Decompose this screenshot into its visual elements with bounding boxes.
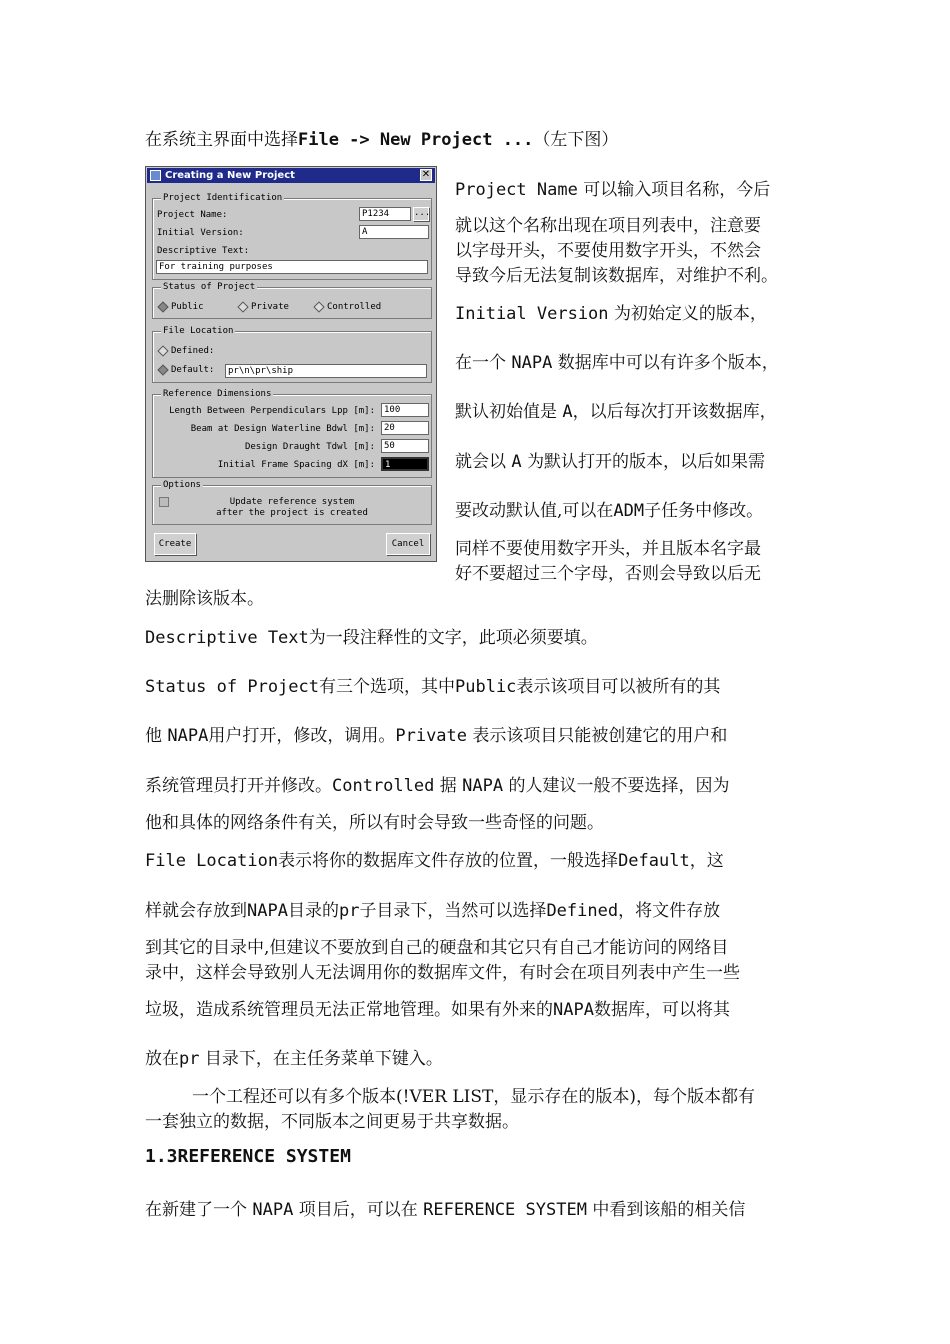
text-line — [455, 401, 777, 423]
term: ADM — [613, 501, 645, 521]
text-line — [145, 627, 598, 649]
term: Initial Version — [455, 304, 609, 324]
text-line: 他和具体的网络条件有关，所以有时会导致一些奇怪的问题。 — [145, 813, 604, 833]
text: 目录的 — [287, 901, 339, 921]
create-button[interactable]: Create — [154, 533, 196, 555]
group-caption: Status of Project — [163, 282, 256, 292]
text-line — [145, 999, 730, 1021]
term: NAPA — [511, 353, 553, 373]
text: 为初始定义的版本， — [613, 304, 767, 324]
text: 就会以 — [455, 452, 506, 472]
term: File Location — [145, 851, 279, 871]
bdwl-input[interactable]: 20 — [381, 421, 429, 435]
update-option-text: Update reference system — [229, 497, 355, 507]
file-location-group — [152, 326, 432, 383]
text-line — [145, 1199, 745, 1221]
reference-dimensions-group — [152, 389, 432, 478]
radio-label: Public — [171, 302, 204, 312]
controlled-radio[interactable] — [315, 301, 381, 313]
new-project-dialog — [145, 166, 437, 562]
text-line — [455, 500, 763, 522]
text-line: 一个工程还可以有多个版本(!VER LIST，显示存在的版本)，每个版本都有 — [192, 1087, 755, 1107]
defined-radio[interactable] — [159, 345, 214, 357]
text: 在新建了一个 — [145, 1200, 247, 1220]
text: 为默认打开的版本，以后如果需 — [527, 452, 766, 472]
term: Project Name — [455, 180, 578, 200]
term: A — [511, 452, 522, 472]
text: 在一个 — [455, 353, 506, 373]
intro-note: （左下图） — [533, 130, 619, 150]
public-radio[interactable] — [159, 301, 204, 313]
dx-label: Initial Frame Spacing dX [m]: — [217, 460, 375, 470]
text-line — [145, 850, 724, 872]
radio-label: Controlled — [327, 302, 382, 312]
term: NAPA — [462, 776, 504, 796]
dialog-title: Creating a New Project — [165, 170, 295, 181]
dialog-title-bar — [147, 168, 435, 183]
text: 要改动默认值,可以在 — [455, 501, 614, 521]
radio-label: Default: — [171, 365, 215, 375]
text: ，将文件存放 — [618, 901, 721, 921]
text: ，以后每次打开该数据库， — [572, 402, 777, 422]
text: 表示将你的数据库文件存放的位置，一般选择 — [278, 851, 619, 871]
default-radio[interactable] — [159, 364, 214, 376]
text: 系统管理员打开并修改。 — [145, 776, 332, 796]
term: NAPA — [553, 1000, 594, 1020]
bdwl-label: Beam at Design Waterline Bdwl [m]: — [190, 424, 375, 434]
term: Descriptive Text — [145, 628, 309, 648]
browse-button[interactable]: ... — [413, 207, 429, 221]
text: 用户打开，修改，调用。 — [208, 726, 396, 746]
text: 放在 — [145, 1049, 179, 1069]
project-name-label: Project Name: — [157, 210, 228, 220]
radio-icon — [157, 345, 168, 356]
radio-label: Private — [251, 302, 289, 312]
group-caption: Reference Dimensions — [163, 389, 272, 399]
text-line: 到其它的目录中,但建议不要放到自己的硬盘和其它只有自己才能访问的网络目 — [145, 938, 729, 958]
text: 目录下，在主任务菜单下键入。 — [204, 1049, 443, 1069]
default-path-field[interactable]: pr\n\pr\ship — [225, 364, 427, 378]
term: pr — [338, 901, 360, 921]
text-line: 同样不要使用数字开头，并且版本名字最 — [455, 539, 761, 559]
text-line — [145, 725, 727, 747]
menu-path: File -> New Project ... — [298, 130, 534, 150]
text: 数据库中可以有许多个版本， — [557, 353, 779, 373]
text: 垃圾，造成系统管理员无法正常地管理。如果有外来的 — [145, 1000, 553, 1020]
private-radio[interactable] — [239, 301, 289, 313]
options-group — [152, 480, 432, 525]
term: Default — [618, 851, 690, 871]
text-line: 一套独立的数据，不同版本之间更易于共享数据。 — [145, 1112, 519, 1132]
text: 他 — [145, 726, 162, 746]
text: ，这 — [689, 851, 724, 871]
descriptive-text-label: Descriptive Text: — [157, 246, 250, 256]
text-line — [145, 900, 720, 922]
text: 子任务中修改。 — [644, 501, 764, 521]
text: 中看到该船的相关信 — [592, 1200, 746, 1220]
text-line: 好不要超过三个字母，否则会导致以后无 — [455, 564, 761, 584]
text: 为一段注释性的文字，此项必须要填。 — [308, 628, 598, 648]
text-line: 以字母开头，不要使用数字开头，不然会 — [455, 241, 761, 261]
text: 的人建议一般不要选择，因为 — [508, 776, 730, 796]
term: NAPA — [247, 901, 288, 921]
text-line: 就以这个名称出现在项目列表中，注意要 — [455, 216, 761, 236]
text-line — [145, 676, 720, 698]
text: 数据库，可以将其 — [593, 1000, 730, 1020]
project-identification-group — [152, 193, 432, 280]
text: 子目录下，当然可以选择 — [359, 901, 547, 921]
close-icon[interactable]: ✕ — [421, 169, 431, 180]
radio-icon — [313, 301, 324, 312]
text-line: 导致今后无法复制该数据库，对维护不利。 — [455, 266, 778, 286]
project-name-input[interactable]: P1234 — [359, 207, 411, 221]
text: 样就会存放到 — [145, 901, 247, 921]
text-line — [455, 352, 779, 374]
text-line — [145, 1048, 443, 1070]
text: 可以输入项目名称，今后 — [583, 180, 771, 200]
intro-line — [145, 129, 618, 151]
group-caption: Options — [163, 480, 201, 490]
radio-icon — [157, 364, 168, 375]
text: 据 — [439, 776, 457, 796]
text-line: 录中，这样会导致别人无法调用你的数据库文件，有时会在项目列表中产生一些 — [145, 963, 740, 983]
text: 表示该项目只能被创建它的用户和 — [472, 726, 728, 746]
group-caption: File Location — [163, 326, 234, 336]
lpp-input[interactable]: 100 — [381, 403, 429, 417]
initial-version-input[interactable]: A — [359, 225, 429, 239]
text: 默认初始值是 — [455, 402, 557, 422]
term: Status of Project — [145, 677, 319, 697]
text-line — [455, 451, 765, 473]
term: Controlled — [332, 776, 435, 796]
initial-version-label: Initial Version: — [157, 228, 244, 238]
descriptive-text-input[interactable]: For training purposes — [156, 260, 428, 274]
tdwl-input[interactable]: 50 — [381, 439, 429, 453]
radio-icon — [157, 301, 168, 312]
lpp-label: Length Between Perpendiculars Lpp [m]: — [169, 406, 375, 416]
term: Private — [395, 726, 468, 746]
term: REFERENCE SYSTEM — [423, 1200, 587, 1220]
term: NAPA — [252, 1200, 294, 1220]
text-line — [455, 303, 767, 325]
text-line — [455, 179, 770, 201]
group-caption: Project Identification — [163, 193, 283, 203]
section-heading: 1.3REFERENCE SYSTEM — [145, 1146, 351, 1167]
term: pr — [179, 1049, 200, 1069]
term: Defined — [546, 901, 619, 921]
cancel-button[interactable]: Cancel — [386, 533, 430, 555]
radio-label: Defined: — [171, 346, 215, 356]
text-line: 法删除该版本。 — [145, 589, 264, 609]
status-group — [152, 282, 432, 319]
intro-text: 在系统主界面中选择 — [145, 130, 298, 150]
update-option-text: after the project is created — [216, 508, 368, 518]
radio-icon — [237, 301, 248, 312]
term: A — [562, 402, 573, 422]
text: 有三个选项，其中 — [319, 677, 455, 697]
term: NAPA — [167, 726, 209, 746]
window-icon — [150, 170, 161, 181]
term: Public — [455, 677, 517, 697]
text: 项目后，可以在 — [298, 1200, 418, 1220]
text-line — [145, 775, 730, 797]
tdwl-label: Design Draught Tdwl [m]: — [244, 442, 375, 452]
text: 表示该项目可以被所有的其 — [516, 677, 721, 697]
dx-input[interactable]: 1 — [381, 457, 429, 471]
